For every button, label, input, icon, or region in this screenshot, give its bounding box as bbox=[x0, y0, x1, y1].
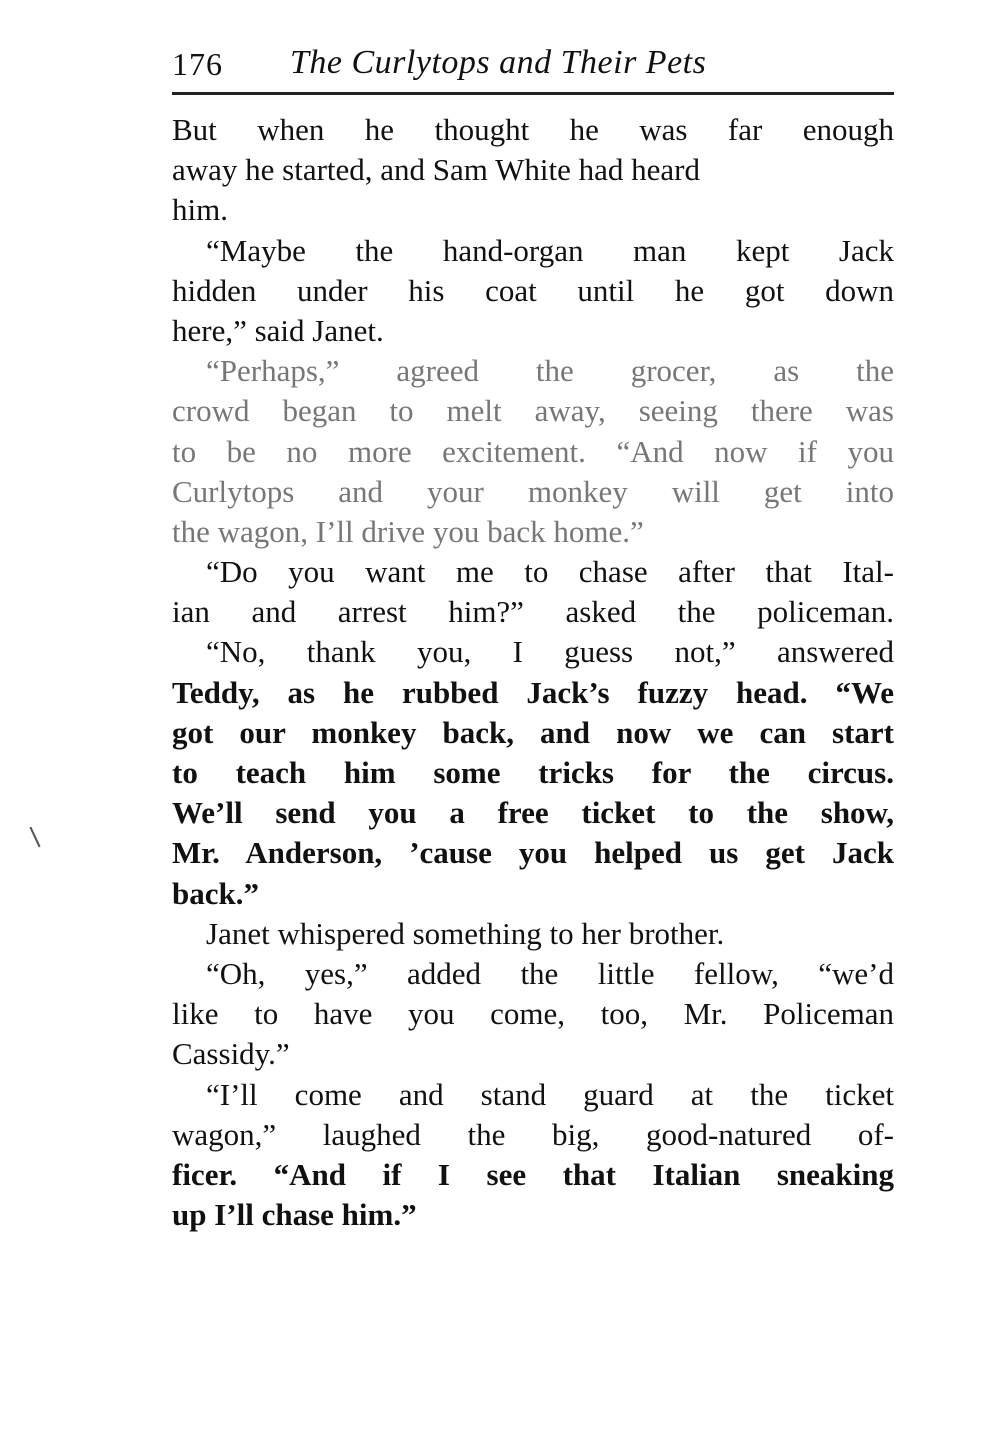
text-line: We’ll send you a free ticket to the show, bbox=[172, 795, 894, 831]
text-line: But when he thought he was far enough bbox=[172, 112, 894, 147]
text-line: hidden under his coat until he got down bbox=[172, 272, 894, 308]
text-line: the wagon, I’ll drive you back home.” bbox=[172, 513, 644, 549]
text-line: Teddy, as he rubbed Jack’s fuzzy head. “We bbox=[172, 674, 894, 710]
text-line: got our monkey back, and now we can start bbox=[172, 714, 894, 750]
text-line: “Oh, yes,” added the little fellow, “we’d bbox=[206, 955, 894, 991]
text-line: away he started, and Sam White had heard bbox=[172, 152, 700, 188]
text-line: ficer. “And if I see that Italian sneaking bbox=[172, 1156, 894, 1192]
text-line: up I’ll chase him.” bbox=[172, 1197, 417, 1233]
text-line: like to have you come, too, Mr. Policeman bbox=[172, 996, 894, 1032]
text-line: Janet whispered something to her brother. bbox=[206, 915, 725, 951]
text-line: “Perhaps,” agreed the grocer, as the bbox=[206, 353, 894, 389]
text-line: back.” bbox=[172, 875, 259, 911]
text-line: here,” said Janet. bbox=[172, 312, 384, 348]
text-line: Cassidy.” bbox=[172, 1036, 290, 1072]
text-line: him. bbox=[172, 192, 228, 228]
text-line: to teach him some tricks for the circus. bbox=[172, 755, 894, 790]
text-line: “No, thank you, I guess not,” answered bbox=[206, 634, 894, 670]
body-text bbox=[172, 110, 894, 1235]
text-line: Curlytops and your monkey will get into bbox=[172, 473, 894, 509]
text-line: “Do you want me to chase after that Ital- bbox=[206, 554, 894, 590]
text-line: wagon,” laughed the big, good-natured of- bbox=[172, 1116, 894, 1152]
text-line: crowd began to melt away, seeing there was bbox=[172, 393, 894, 429]
running-title: The Curlytops and Their Pets bbox=[290, 44, 707, 81]
text-line: ian and arrest him?” asked the policeman. bbox=[172, 594, 894, 630]
text-line: “Maybe the hand-organ man kept Jack bbox=[206, 232, 894, 268]
text-line: Mr. Anderson, ’cause you helped us get Jack bbox=[172, 835, 894, 871]
page-header bbox=[172, 40, 894, 95]
stray-mark bbox=[29, 827, 40, 848]
text-line: “I’ll come and stand guard at the ticket bbox=[206, 1076, 894, 1112]
page-number: 176 bbox=[172, 46, 223, 82]
text-line: to be no more excitement. “And now if you bbox=[172, 433, 894, 469]
